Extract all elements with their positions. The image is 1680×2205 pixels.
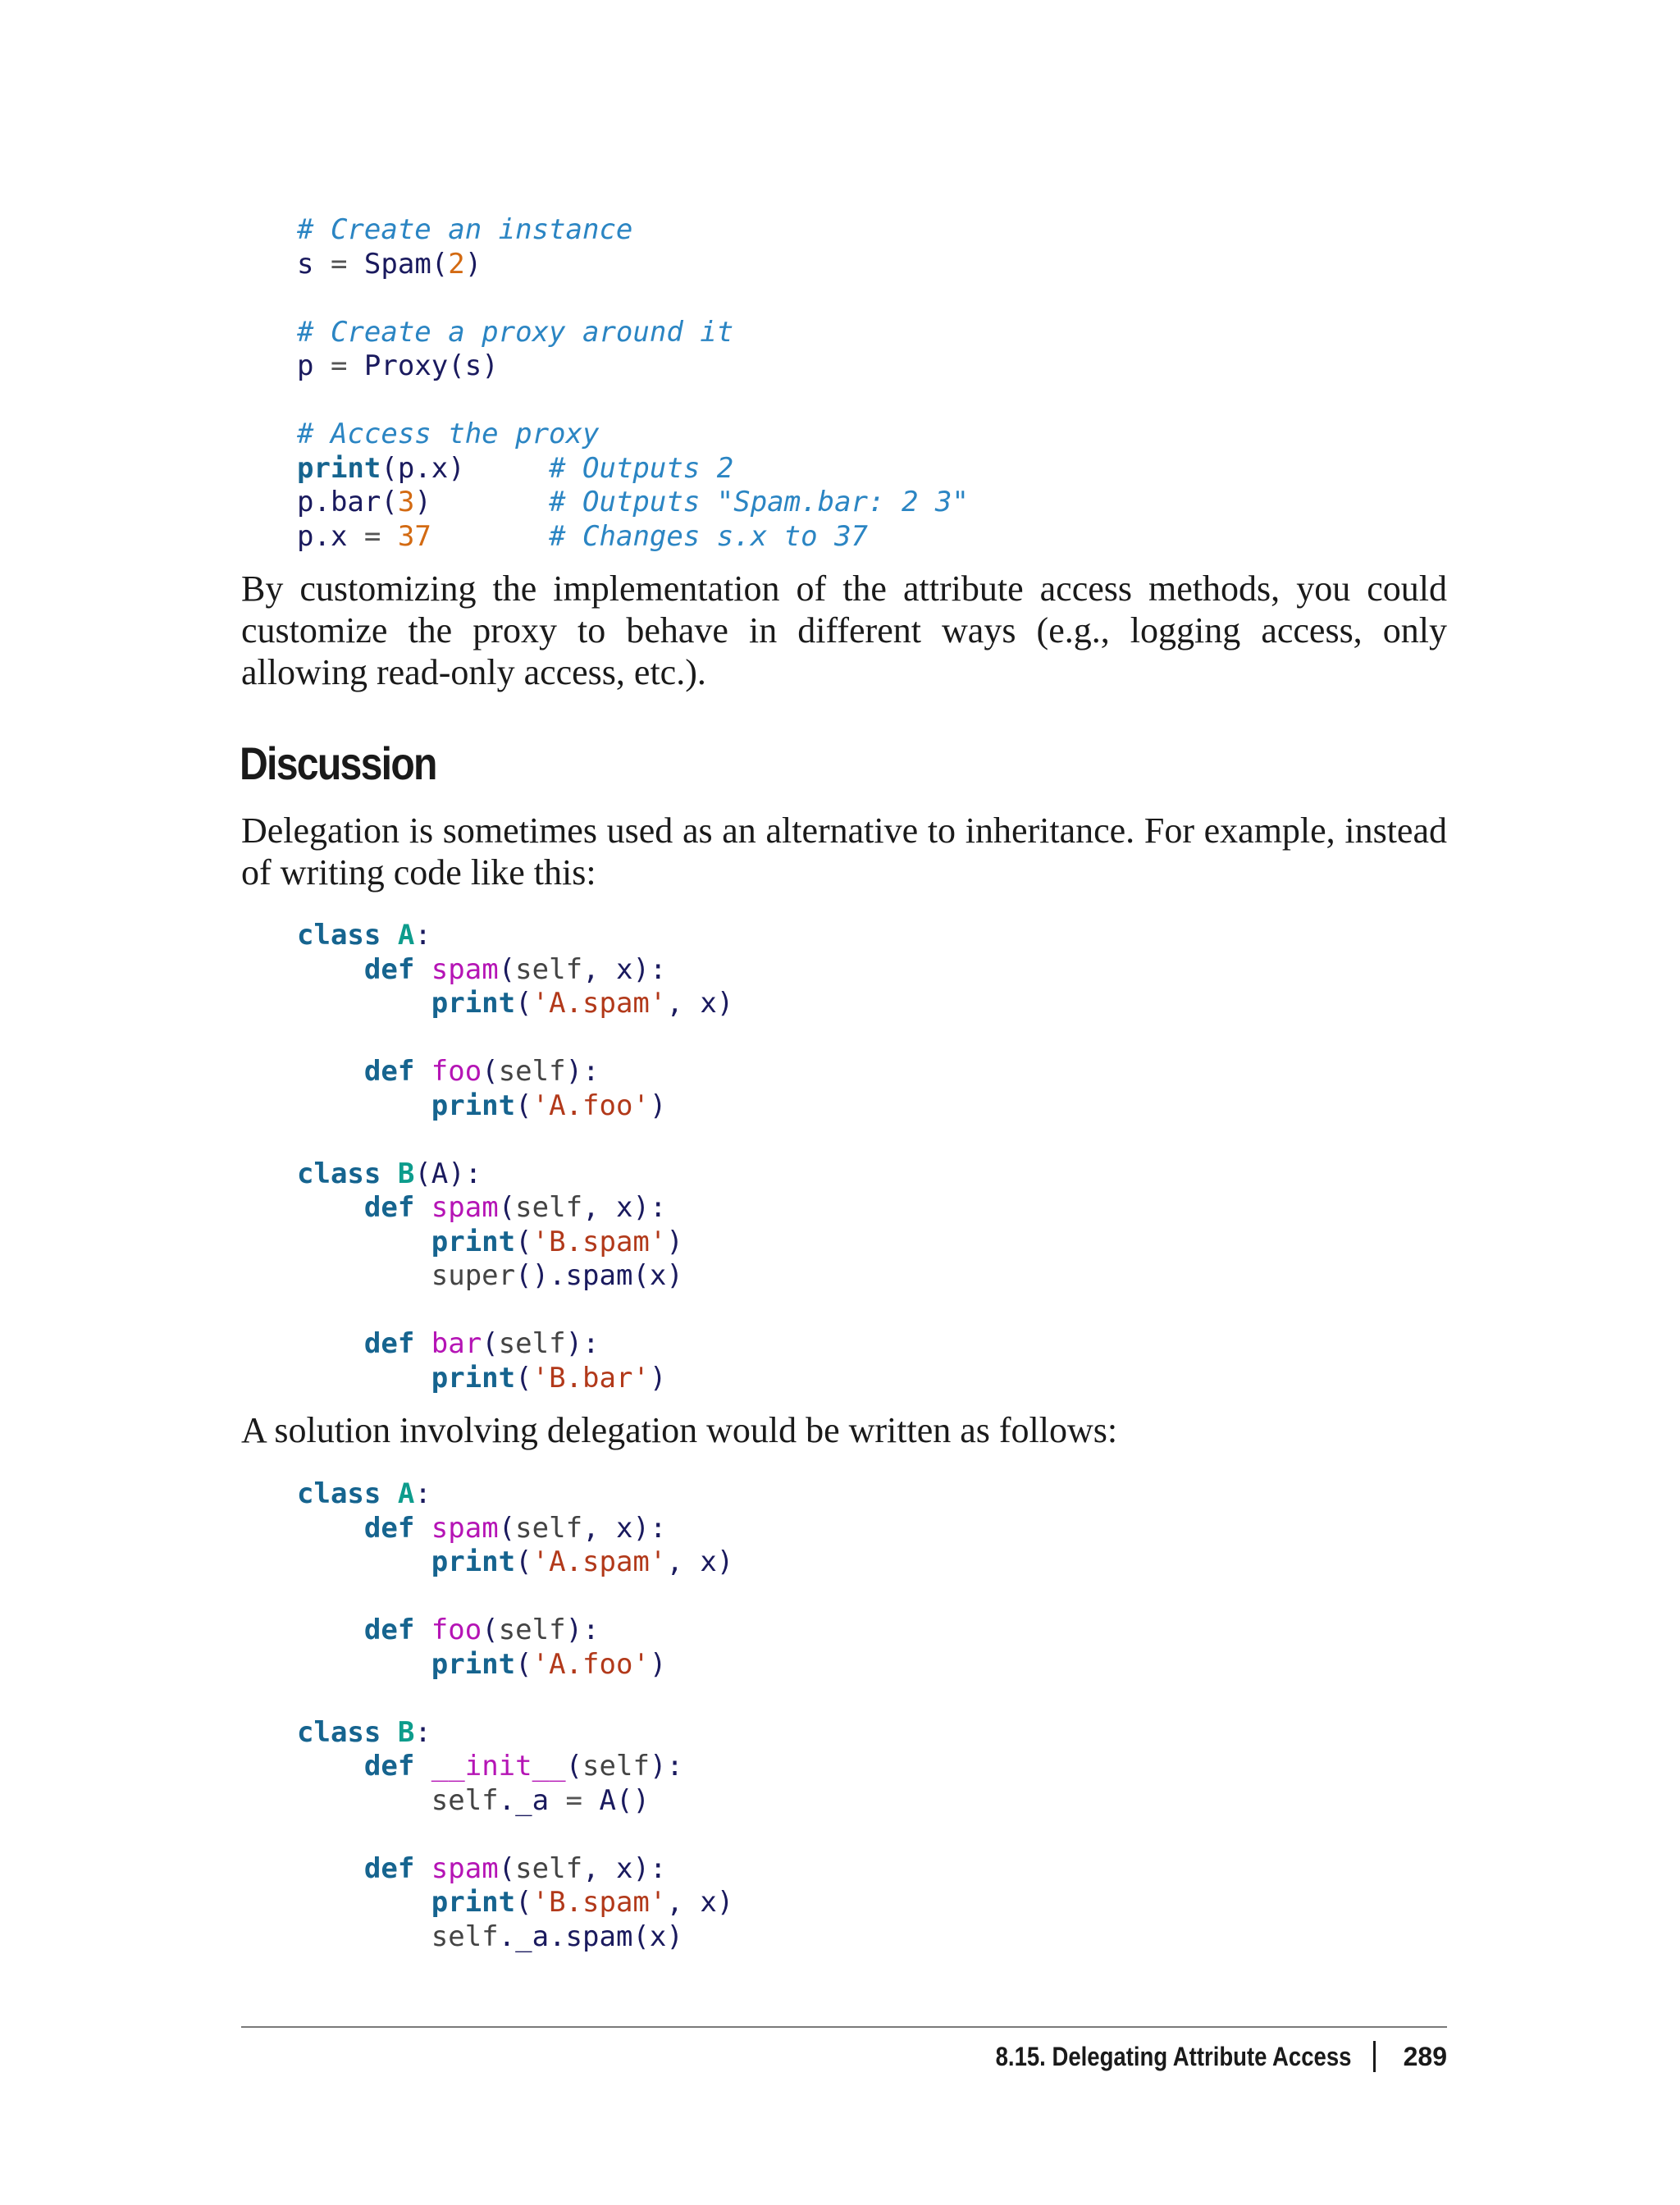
code-line: [297, 1818, 733, 1852]
code-line: # Access the proxy: [297, 418, 600, 450]
code-block-proxy-usage: [297, 213, 969, 554]
code-line: p = Proxy(s): [297, 349, 499, 382]
footer-page-number: 289: [1403, 2041, 1447, 2071]
code-line: s = Spam(2): [297, 247, 482, 281]
code-line: def spam(self, x):: [363, 1191, 667, 1224]
code-line: print('A.foo'): [431, 1647, 667, 1681]
code-line: super().spam(x): [431, 1259, 683, 1292]
code-line: class A:: [297, 1477, 431, 1510]
code-line: self._a.spam(x): [431, 1920, 683, 1953]
code-line: [297, 384, 969, 418]
code-line: def spam(self, x):: [363, 1511, 667, 1545]
code-line: self._a = A(): [431, 1783, 650, 1817]
code-line: p.x = 37 # Changes s.x to 37: [297, 519, 869, 553]
code-line: print('A.spam', x): [431, 987, 734, 1020]
code-block-inheritance-example: [297, 919, 733, 1395]
code-line: # Create a proxy around it: [297, 315, 734, 349]
code-line: [297, 1580, 733, 1614]
code-line: def __init__(self):: [363, 1750, 683, 1783]
code-block-delegation-example: [297, 1477, 733, 1954]
code-line: [297, 1294, 733, 1328]
code-line: class A:: [297, 919, 431, 952]
footer-separator: [1373, 2041, 1376, 2072]
code-line: print('B.bar'): [431, 1361, 667, 1395]
code-line: [297, 1123, 733, 1157]
code-line: p.bar(3) # Outputs "Spam.bar: 2 3": [297, 486, 969, 518]
code-line: def spam(self, x):: [363, 952, 667, 986]
paragraph-customizing-proxy: By customizing the implementation of the attribute access methods, you could customize the proxy to behave in different ways (e.g., logging access, only allowing read-only access, etc.).: [241, 568, 1447, 692]
code-line: [297, 281, 969, 316]
code-line: print('A.spam', x): [431, 1545, 734, 1578]
code-line: def spam(self, x):: [363, 1851, 667, 1885]
code-line: print(p.x) # Outputs 2: [297, 451, 734, 485]
paragraph-delegation-solution: A solution involving delegation would be written as follows:: [241, 1410, 1118, 1450]
footer-divider: [241, 2026, 1447, 2028]
code-line: def bar(self):: [363, 1327, 600, 1360]
code-line: class B(A):: [297, 1157, 482, 1190]
code-line: class B:: [297, 1715, 431, 1749]
code-line: print('B.spam'): [431, 1225, 683, 1258]
section-heading-discussion: Discussion: [240, 737, 436, 789]
paragraph-delegation-intro: Delegation is sometimes used as an alternative to inheritance. For example, instead of writing code like this:: [241, 810, 1447, 892]
code-line: print('A.foo'): [431, 1089, 667, 1122]
footer-section-title: 8.15. Delegating Attribute Access: [995, 2041, 1352, 2071]
code-line: [297, 1682, 733, 1716]
code-line: print('B.spam', x): [431, 1886, 734, 1919]
code-line: [297, 1021, 733, 1056]
code-line: def foo(self):: [363, 1055, 600, 1088]
page-footer: [938, 2041, 1447, 2072]
code-line: # Create an instance: [297, 213, 633, 246]
code-line: def foo(self):: [363, 1614, 600, 1646]
